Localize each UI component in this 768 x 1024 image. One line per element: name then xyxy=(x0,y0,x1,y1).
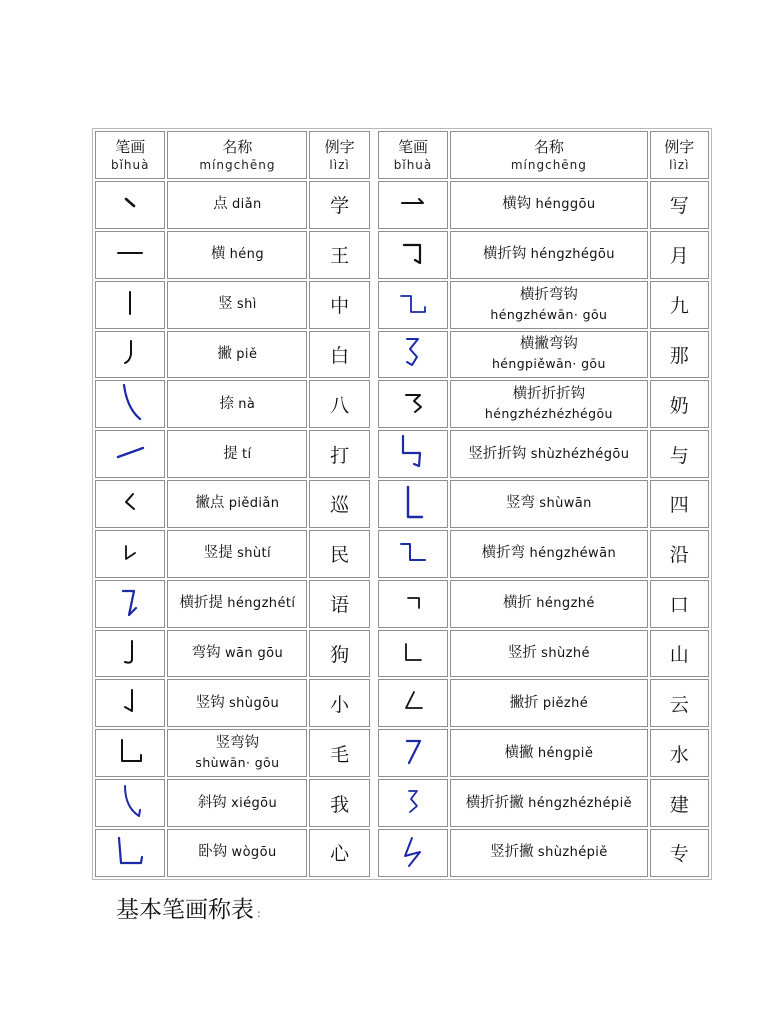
column-gap xyxy=(372,231,376,279)
stroke-cell-left xyxy=(95,679,165,727)
horizontal-left-falling-stroke-icon xyxy=(390,731,436,771)
table-row xyxy=(95,331,709,379)
example-char-cell-left xyxy=(309,779,369,827)
stroke-name-pinyin: shùzhézhégōu xyxy=(530,446,630,462)
stroke-name-cell-left xyxy=(167,679,307,727)
example-char-cell-left xyxy=(309,331,369,379)
dot-stroke-icon xyxy=(107,183,153,223)
header-stroke-py: bǐhuà xyxy=(110,157,150,172)
stroke-name-cell-right xyxy=(450,181,647,229)
horizontal-turn-turn-turn-hook-stroke-icon xyxy=(390,382,436,422)
caption-colon: : xyxy=(257,907,261,920)
stroke-name-cell-left xyxy=(167,480,307,528)
rising-stroke-icon xyxy=(107,432,153,472)
example-char-cell-right xyxy=(650,630,709,678)
stroke-name-cell-right xyxy=(450,281,647,329)
column-gap xyxy=(372,779,376,827)
header-name-left xyxy=(167,131,307,179)
stroke-cell-right xyxy=(378,530,448,578)
stroke-name-cn: 竖提 xyxy=(203,545,233,562)
horizontal-turn-turn-left-falling-stroke-icon xyxy=(390,781,436,821)
stroke-cell-left xyxy=(95,580,165,628)
example-char-cell-right xyxy=(650,480,709,528)
header-example-cn: 例字 xyxy=(664,137,695,156)
caption-title: 基本笔画称表 xyxy=(116,897,254,923)
stroke-name-pinyin: héng xyxy=(229,247,264,263)
example-character: 沿 xyxy=(669,544,689,567)
stroke-name-pinyin: shùzhé xyxy=(541,646,590,662)
example-character: 专 xyxy=(669,843,689,866)
stroke-name-cn: 竖弯 xyxy=(505,495,535,512)
example-character: 写 xyxy=(669,195,689,218)
horizontal-turn-bend-hook-stroke-icon xyxy=(390,283,436,323)
header-name-cn: 名称 xyxy=(533,137,564,156)
example-character: 语 xyxy=(330,594,350,617)
header-name-py: míngchēng xyxy=(510,157,587,172)
horizontal-turn-hook-stroke-icon xyxy=(390,233,436,273)
horizontal-turn-rising-stroke-icon xyxy=(107,582,153,622)
stroke-cell-left xyxy=(95,729,165,777)
stroke-name-pinyin: héngzhégōu xyxy=(530,247,615,263)
vertical-bend-hook-stroke-icon xyxy=(107,731,153,771)
stroke-name-cn: 竖钩 xyxy=(195,694,225,711)
header-name-right xyxy=(450,131,647,179)
example-char-cell-right xyxy=(650,430,709,478)
example-character: 王 xyxy=(330,245,350,268)
example-character: 八 xyxy=(330,394,350,417)
stroke-name-cell-left xyxy=(167,331,307,379)
stroke-cell-left xyxy=(95,181,165,229)
basic-strokes-table xyxy=(93,129,711,879)
stroke-cell-right xyxy=(378,231,448,279)
stroke-name-cn: 横折折撇 xyxy=(465,794,524,811)
stroke-name-cn: 横折提 xyxy=(179,595,223,612)
example-char-cell-left xyxy=(309,480,369,528)
stroke-name-cell-right xyxy=(450,829,647,877)
left-falling-stroke-icon xyxy=(107,332,153,372)
stroke-name-cn: 卧钩 xyxy=(198,844,228,861)
stroke-cell-left xyxy=(95,530,165,578)
example-char-cell-right xyxy=(650,231,709,279)
stroke-name-pinyin: piědiǎn xyxy=(228,496,280,512)
table-row xyxy=(95,181,709,229)
stroke-name-cell-left xyxy=(167,231,307,279)
stroke-name-cell-left xyxy=(167,380,307,428)
example-character: 学 xyxy=(330,195,350,218)
example-character: 建 xyxy=(669,793,689,816)
stroke-name-cn: 提 xyxy=(223,445,238,462)
stroke-name-pinyin: piězhé xyxy=(542,695,589,711)
stroke-name-cell-right xyxy=(450,729,647,777)
stroke-name-pinyin: nà xyxy=(238,396,256,412)
example-character: 九 xyxy=(669,295,689,318)
stroke-cell-left xyxy=(95,779,165,827)
vertical-hook-stroke-icon xyxy=(107,681,153,721)
example-char-cell-right xyxy=(650,181,709,229)
example-character: 白 xyxy=(330,344,350,367)
table-row xyxy=(95,679,709,727)
example-char-cell-left xyxy=(309,430,369,478)
stroke-name-pinyin: héngzhéwān· gōu xyxy=(490,306,608,322)
stroke-name-cell-right xyxy=(450,331,647,379)
stroke-name-cn: 撇 xyxy=(217,345,232,362)
example-character: 心 xyxy=(330,843,350,866)
stroke-name-cn: 横折弯钩 xyxy=(519,286,578,303)
example-char-cell-right xyxy=(650,829,709,877)
stroke-name-cn: 横折折折钩 xyxy=(512,386,586,403)
stroke-name-cn: 撇点 xyxy=(195,495,225,512)
stroke-name-cell-right xyxy=(450,530,647,578)
page-caption xyxy=(116,893,416,933)
example-char-cell-left xyxy=(309,231,369,279)
stroke-name-pinyin: shùtí xyxy=(237,546,272,562)
example-character: 与 xyxy=(669,444,689,467)
header-name-cn: 名称 xyxy=(222,137,253,156)
stroke-cell-right xyxy=(378,380,448,428)
example-character: 狗 xyxy=(330,644,350,667)
slant-hook-stroke-icon xyxy=(107,781,153,821)
stroke-name-cell-left xyxy=(167,580,307,628)
stroke-name-pinyin: shùwān· gōu xyxy=(195,755,280,771)
header-example-right xyxy=(650,131,709,179)
column-gap xyxy=(372,281,376,329)
stroke-cell-left xyxy=(95,331,165,379)
example-character: 打 xyxy=(330,444,350,467)
example-char-cell-left xyxy=(309,181,369,229)
column-gap xyxy=(372,630,376,678)
stroke-name-pinyin: héngzhé xyxy=(536,596,595,612)
header-example-py: lìzì xyxy=(669,157,690,172)
stroke-cell-right xyxy=(378,679,448,727)
stroke-name-cell-left xyxy=(167,281,307,329)
stroke-cell-left xyxy=(95,630,165,678)
stroke-name-cn: 横折弯 xyxy=(481,545,526,562)
stroke-name-cell-right xyxy=(450,679,647,727)
example-character: 奶 xyxy=(669,394,689,417)
example-character: 中 xyxy=(330,295,350,318)
header-stroke-py: bǐhuà xyxy=(393,157,433,172)
right-falling-stroke-icon xyxy=(107,382,153,422)
stroke-name-pinyin: xiégōu xyxy=(230,795,278,811)
vertical-turn-stroke-icon xyxy=(390,632,436,672)
column-gap xyxy=(372,829,376,877)
stroke-name-cell-right xyxy=(450,480,647,528)
table-row xyxy=(95,380,709,428)
column-gap xyxy=(372,679,376,727)
example-character: 四 xyxy=(669,494,689,517)
stroke-name-pinyin: héngzhéwān xyxy=(529,546,617,562)
stroke-name-cn: 捺 xyxy=(219,395,234,412)
column-gap xyxy=(372,331,376,379)
lying-hook-stroke-icon xyxy=(107,831,153,871)
stroke-name-cn: 竖 xyxy=(218,296,233,313)
table-row xyxy=(95,779,709,827)
example-char-cell-left xyxy=(309,729,369,777)
bend-hook-stroke-icon xyxy=(107,632,153,672)
stroke-name-cn: 竖折 xyxy=(507,645,537,662)
example-char-cell-right xyxy=(650,380,709,428)
stroke-name-pinyin: shùgōu xyxy=(229,695,280,711)
stroke-name-pinyin: shùwān xyxy=(539,496,592,512)
example-char-cell-right xyxy=(650,281,709,329)
example-char-cell-right xyxy=(650,729,709,777)
stroke-name-cell-left xyxy=(167,829,307,877)
example-char-cell-left xyxy=(309,580,369,628)
stroke-cell-right xyxy=(378,779,448,827)
header-name-py: míngchēng xyxy=(199,157,276,172)
column-gap xyxy=(372,380,376,428)
column-gap xyxy=(372,131,376,179)
example-char-cell-left xyxy=(309,380,369,428)
stroke-cell-right xyxy=(378,580,448,628)
stroke-name-pinyin: shì xyxy=(236,297,257,313)
stroke-name-cell-left xyxy=(167,630,307,678)
column-gap xyxy=(372,530,376,578)
stroke-name-cell-left xyxy=(167,430,307,478)
table-row xyxy=(95,231,709,279)
table-row xyxy=(95,430,709,478)
example-char-cell-right xyxy=(650,530,709,578)
stroke-name-cell-right xyxy=(450,630,647,678)
example-char-cell-left xyxy=(309,829,369,877)
column-gap xyxy=(372,430,376,478)
stroke-cell-left xyxy=(95,281,165,329)
table-row xyxy=(95,281,709,329)
stroke-name-pinyin: diǎn xyxy=(231,197,262,213)
vertical-rising-stroke-icon xyxy=(107,532,153,572)
stroke-name-pinyin: tí xyxy=(242,446,252,462)
column-gap xyxy=(372,181,376,229)
table-row xyxy=(95,580,709,628)
table-row xyxy=(95,829,709,877)
example-char-cell-left xyxy=(309,530,369,578)
example-character: 毛 xyxy=(330,743,350,766)
stroke-name-cell-right xyxy=(450,779,647,827)
example-character: 小 xyxy=(330,693,350,716)
stroke-name-pinyin: héngpiěwān· gōu xyxy=(491,356,606,372)
header-example-cn: 例字 xyxy=(324,137,355,156)
vertical-bend-stroke-icon xyxy=(390,482,436,522)
stroke-cell-left xyxy=(95,829,165,877)
stroke-name-cell-right xyxy=(450,430,647,478)
stroke-name-cn: 横折 xyxy=(502,595,532,612)
column-gap xyxy=(372,480,376,528)
stroke-name-pinyin: héngzhézhépiě xyxy=(528,795,632,811)
example-character: 山 xyxy=(669,644,689,667)
horizontal-turn-stroke-icon xyxy=(390,582,436,622)
stroke-name-cn: 斜钩 xyxy=(197,794,227,811)
stroke-cell-left xyxy=(95,231,165,279)
stroke-cell-right xyxy=(378,729,448,777)
example-char-cell-left xyxy=(309,630,369,678)
stroke-name-cn: 横撇弯钩 xyxy=(519,336,578,353)
stroke-name-cell-right xyxy=(450,231,647,279)
stroke-name-cn: 撇折 xyxy=(509,694,539,711)
stroke-name-cn: 弯钩 xyxy=(191,645,221,662)
stroke-name-cn: 横钩 xyxy=(502,196,532,213)
stroke-name-pinyin: wān gōu xyxy=(224,646,284,662)
example-char-cell-left xyxy=(309,281,369,329)
header-row xyxy=(95,131,709,179)
horizontal-stroke-icon xyxy=(107,233,153,273)
stroke-name-pinyin: héngzhézhézhégōu xyxy=(484,406,613,422)
example-character: 水 xyxy=(669,743,689,766)
header-example-py: lìzì xyxy=(329,157,350,172)
example-character: 月 xyxy=(669,245,689,268)
stroke-name-cn: 竖折撇 xyxy=(490,844,534,861)
left-falling-turn-stroke-icon xyxy=(390,681,436,721)
stroke-cell-right xyxy=(378,181,448,229)
stroke-name-cell-right xyxy=(450,380,647,428)
table-row xyxy=(95,530,709,578)
stroke-name-pinyin: hénggōu xyxy=(535,197,596,213)
header-stroke-right xyxy=(378,131,448,179)
stroke-name-cell-right xyxy=(450,580,647,628)
stroke-name-pinyin: piě xyxy=(236,346,258,362)
header-stroke-cn: 笔画 xyxy=(398,137,429,156)
stroke-name-cn: 横撇 xyxy=(504,744,534,761)
stroke-name-cn: 竖弯钩 xyxy=(215,735,260,752)
table-row xyxy=(95,480,709,528)
stroke-cell-right xyxy=(378,829,448,877)
column-gap xyxy=(372,729,376,777)
stroke-name-pinyin: wògōu xyxy=(231,845,277,861)
stroke-name-cn: 竖折折钩 xyxy=(468,445,527,462)
stroke-name-cn: 横折钩 xyxy=(482,246,527,263)
stroke-cell-right xyxy=(378,331,448,379)
example-character: 那 xyxy=(669,344,689,367)
stroke-name-cell-left xyxy=(167,530,307,578)
example-char-cell-left xyxy=(309,679,369,727)
stroke-name-pinyin: shùzhépiě xyxy=(537,845,608,861)
stroke-name-cell-left xyxy=(167,779,307,827)
stroke-name-cn: 横 xyxy=(210,246,226,263)
stroke-cell-right xyxy=(378,430,448,478)
column-gap xyxy=(372,580,376,628)
example-character: 民 xyxy=(330,544,350,567)
example-char-cell-right xyxy=(650,779,709,827)
stroke-name-cell-left xyxy=(167,181,307,229)
header-stroke-cn: 笔画 xyxy=(115,137,146,156)
stroke-table-frame xyxy=(92,128,712,880)
horizontal-hook-stroke-icon xyxy=(390,183,436,223)
table-row xyxy=(95,729,709,777)
example-char-cell-right xyxy=(650,331,709,379)
stroke-name-pinyin: héngzhétí xyxy=(227,596,296,612)
example-character: 口 xyxy=(669,594,689,617)
header-example-left xyxy=(309,131,369,179)
stroke-name-cell-left xyxy=(167,729,307,777)
stroke-cell-left xyxy=(95,430,165,478)
example-char-cell-right xyxy=(650,679,709,727)
stroke-cell-left xyxy=(95,380,165,428)
stroke-cell-right xyxy=(378,480,448,528)
vertical-turn-turn-hook-stroke-icon xyxy=(390,432,436,472)
stroke-name-pinyin: héngpiě xyxy=(537,745,594,761)
horizontal-turn-bend-stroke-icon xyxy=(390,532,436,572)
table-row xyxy=(95,630,709,678)
example-char-cell-right xyxy=(650,580,709,628)
header-stroke-left xyxy=(95,131,165,179)
example-character: 我 xyxy=(330,793,350,816)
vertical-turn-left-falling-stroke-icon xyxy=(390,831,436,871)
left-falling-dot-stroke-icon xyxy=(107,482,153,522)
stroke-cell-right xyxy=(378,281,448,329)
stroke-name-cn: 点 xyxy=(213,196,228,213)
horizontal-left-falling-bend-hook-stroke-icon xyxy=(390,332,436,372)
example-character: 巡 xyxy=(330,494,350,517)
stroke-cell-left xyxy=(95,480,165,528)
vertical-stroke-icon xyxy=(107,283,153,323)
stroke-cell-right xyxy=(378,630,448,678)
example-character: 云 xyxy=(669,693,689,716)
